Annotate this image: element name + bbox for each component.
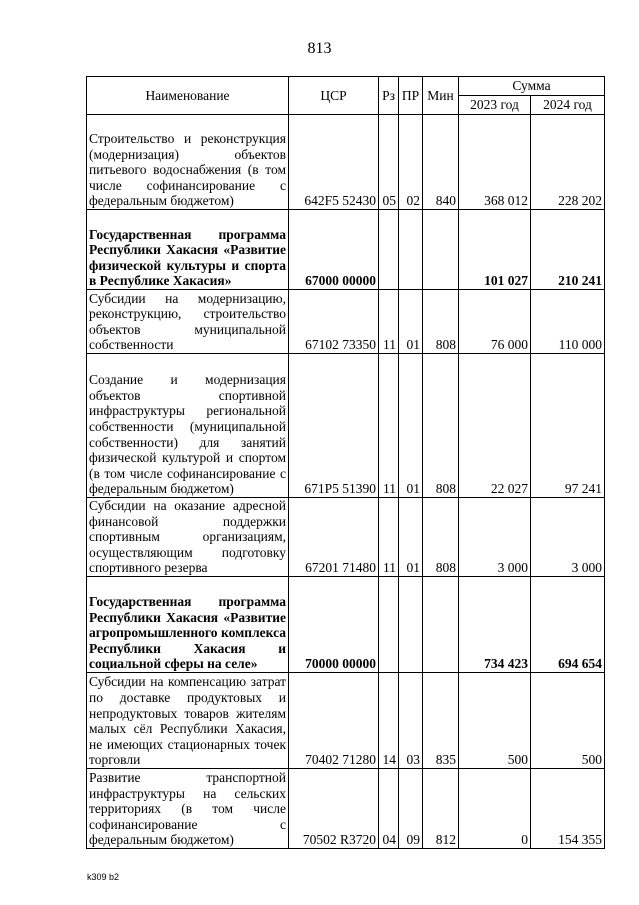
row-sum-2024: 154 355: [531, 769, 605, 849]
row-name: Субсидии на оказание адресной финансовой поддержки спортивным организациям, осуществляющим подготовку спортивного резерва: [87, 498, 289, 577]
table-row: [87, 577, 605, 673]
row-sum-2023: 368 012: [459, 115, 531, 210]
row-pr: 09: [399, 769, 423, 849]
row-pr: 03: [399, 673, 423, 769]
row-name: Создание и модернизация объектов спортивной инфраструктуры региональной собственности (муниципальной собственности) для занятий физической культурой и спортом (в том числе софинансирование с федеральным бюджетом): [87, 354, 289, 498]
row-rz: 05: [379, 115, 399, 210]
table-row: [87, 354, 605, 498]
row-sum-2023: 500: [459, 673, 531, 769]
row-sum-2024: 228 202: [531, 115, 605, 210]
row-pr: 01: [399, 498, 423, 577]
header-rz: Рз: [379, 77, 399, 115]
row-pr: [399, 577, 423, 673]
row-sum-2024: 110 000: [531, 290, 605, 354]
row-csr: 70000 00000: [289, 577, 379, 673]
row-pr: 01: [399, 354, 423, 498]
row-sum-2024: 3 000: [531, 498, 605, 577]
row-min: 808: [423, 354, 459, 498]
row-csr: 67000 00000: [289, 210, 379, 290]
row-rz: 11: [379, 290, 399, 354]
row-name: Субсидии на модернизацию, реконструкцию, строительство объектов муниципальной собственности: [87, 290, 289, 354]
header-min: Мин: [423, 77, 459, 115]
row-sum-2023: 734 423: [459, 577, 531, 673]
table-row: [87, 290, 605, 354]
row-rz: 04: [379, 769, 399, 849]
row-csr: 70502 R3720: [289, 769, 379, 849]
row-sum-2023: 76 000: [459, 290, 531, 354]
header-year-2023: 2023 год: [459, 96, 531, 115]
row-sum-2023: 0: [459, 769, 531, 849]
row-pr: 01: [399, 290, 423, 354]
row-csr: 67201 71480: [289, 498, 379, 577]
row-min: 840: [423, 115, 459, 210]
row-min: 808: [423, 498, 459, 577]
row-sum-2023: 22 027: [459, 354, 531, 498]
row-csr: 642F5 52430: [289, 115, 379, 210]
header-csr: ЦСР: [289, 77, 379, 115]
row-name: Государственная программа Республики Хакасия «Развитие физической культуры и спорта в Республике Хакасия»: [87, 210, 289, 290]
row-min: 812: [423, 769, 459, 849]
row-rz: [379, 210, 399, 290]
table-row: [87, 498, 605, 577]
row-name: Субсидии на компенсацию затрат по доставке продуктовых и непродуктовых товаров жителям малых сёл Республики Хакасия, не имеющих стационарных точек торговли: [87, 673, 289, 769]
row-sum-2024: 97 241: [531, 354, 605, 498]
table-row: [87, 210, 605, 290]
row-sum-2023: 3 000: [459, 498, 531, 577]
row-min: [423, 210, 459, 290]
table-row: [87, 769, 605, 849]
page-number: 813: [307, 40, 332, 57]
row-sum-2023: 101 027: [459, 210, 531, 290]
row-sum-2024: 694 654: [531, 577, 605, 673]
table-row: [87, 115, 605, 210]
header-name: Наименование: [87, 77, 289, 115]
header-pr: ПР: [399, 77, 423, 115]
row-name: Строительство и реконструкция (модернизация) объектов питьевого водоснабжения (в том числе софинансирование с федеральным бюджетом): [87, 115, 289, 210]
row-csr: 671P5 51390: [289, 354, 379, 498]
row-min: [423, 577, 459, 673]
row-rz: [379, 577, 399, 673]
row-min: 835: [423, 673, 459, 769]
row-csr: 70402 71280: [289, 673, 379, 769]
row-rz: 14: [379, 673, 399, 769]
row-pr: 02: [399, 115, 423, 210]
row-csr: 67102 73350: [289, 290, 379, 354]
row-rz: 11: [379, 354, 399, 498]
header-sum: Сумма: [459, 77, 605, 96]
header-year-2024: 2024 год: [531, 96, 605, 115]
document-footer-code: k309 b2: [87, 872, 120, 882]
budget-table: [86, 76, 605, 849]
row-name: Государственная программа Республики Хакасия «Развитие агропромышленного комплекса Республики Хакасия и социальной сферы на селе»: [87, 577, 289, 673]
row-sum-2024: 500: [531, 673, 605, 769]
row-rz: 11: [379, 498, 399, 577]
row-min: 808: [423, 290, 459, 354]
row-name: Развитие транспортной инфраструктуры на сельских территориях (в том числе софинансирование с федеральным бюджетом): [87, 769, 289, 849]
row-pr: [399, 210, 423, 290]
table-row: [87, 673, 605, 769]
row-sum-2024: 210 241: [531, 210, 605, 290]
